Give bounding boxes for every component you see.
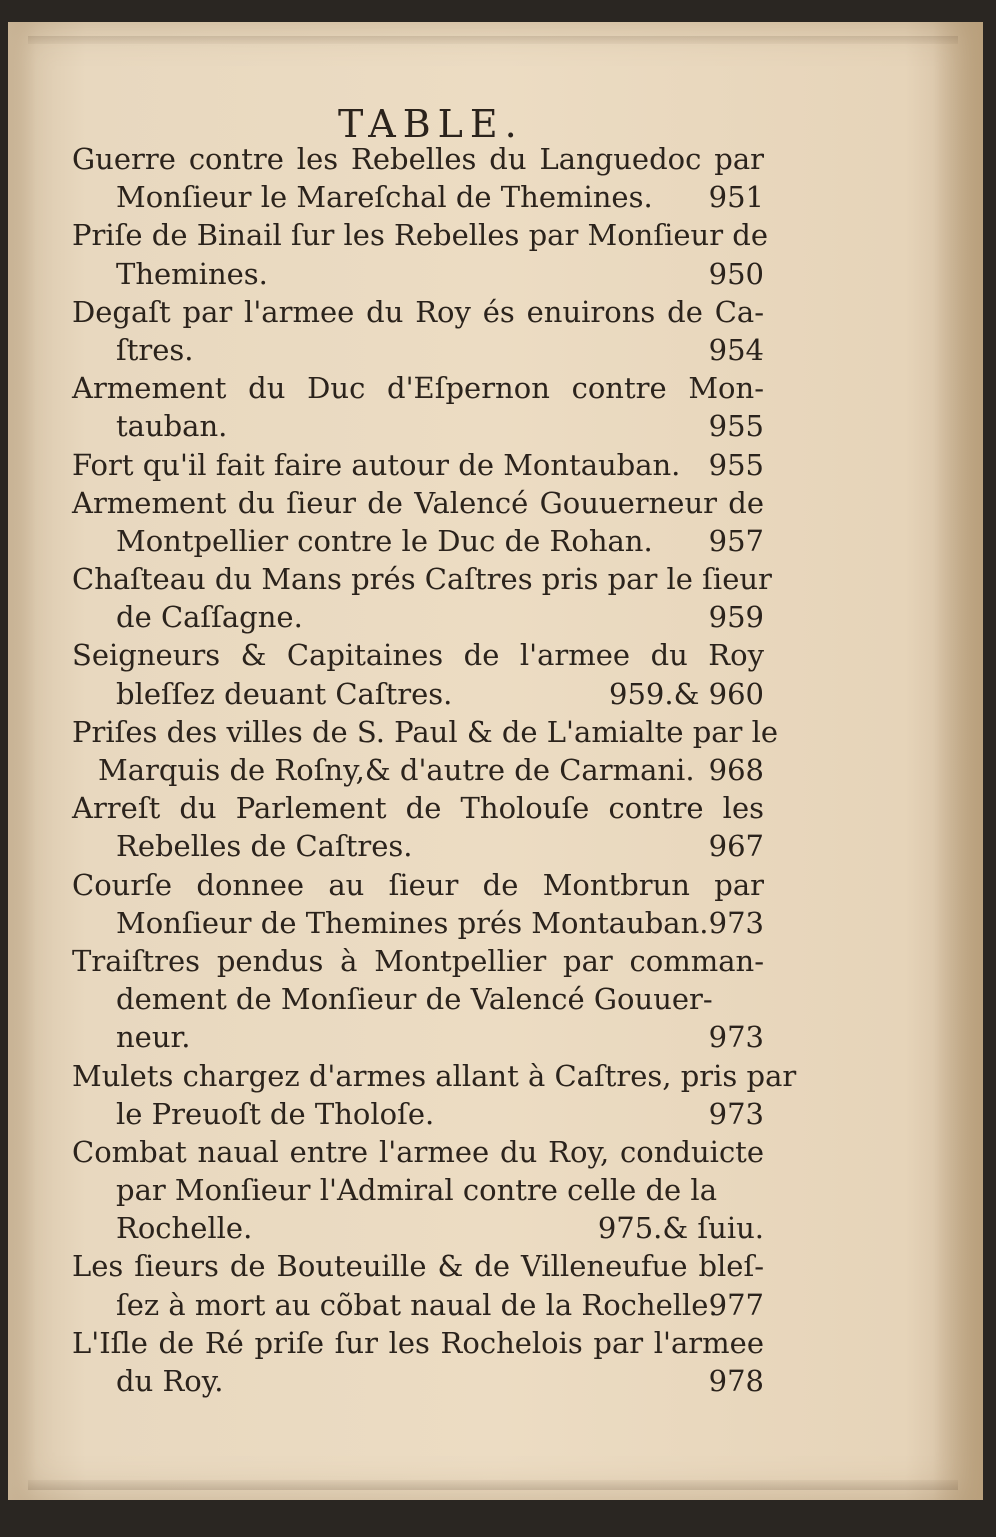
- entry-text: Armement du Duc d'Eſpernon contre Mon-: [72, 371, 764, 406]
- book-page: [8, 22, 983, 1500]
- table-entry: [72, 1057, 797, 1133]
- entry-text: ſtres.: [116, 332, 194, 367]
- entry-page-number: 955: [708, 409, 764, 444]
- entry-text: Armement du ſieur de Valencé Gouuerneur de: [72, 485, 764, 520]
- table-entry: [72, 942, 764, 1057]
- table-entry: [72, 560, 772, 636]
- entry-text: Marquis de Roſny,& d'autre de Carmani.: [98, 753, 695, 787]
- entry-text: Rebelles de Caſtres.: [116, 829, 413, 864]
- entry-page-number: 959.& 960: [609, 676, 764, 711]
- entry-text: par Monſieur l'Admiral contre celle de la: [116, 1173, 717, 1208]
- table-entry: [72, 866, 764, 942]
- top-rule: [28, 36, 958, 44]
- entry-page-number: 950: [708, 256, 764, 291]
- entry-text: Rochelle.: [116, 1211, 253, 1246]
- table-entry: [72, 216, 769, 292]
- entry-page-number: 968: [708, 753, 764, 787]
- entry-text: Themines.: [116, 256, 268, 291]
- table-entry: [72, 636, 764, 712]
- entry-text: bleſſez deuant Caſtres.: [116, 676, 453, 711]
- entry-text: ſez à mort au cõbat naual de la Rochelle.: [116, 1287, 718, 1322]
- entry-text: Chaſteau du Mans prés Caſtres pris par le ſieur: [72, 562, 772, 597]
- entry-text: tauban.: [116, 409, 228, 444]
- entry-text: Traiſtres pendus à Montpellier par comman-: [72, 943, 764, 978]
- entry-text: Montpellier contre le Duc de Rohan.: [116, 523, 653, 558]
- entry-page-number: 951: [708, 180, 764, 215]
- table-entry: [72, 293, 764, 369]
- table-entry: [72, 369, 764, 445]
- page-edge-right: [933, 22, 983, 1500]
- entry-text: Seigneurs & Capitaines de l'armee du Roy: [72, 638, 764, 673]
- page-edge-left: [8, 22, 36, 1500]
- entry-text: neur.: [116, 1020, 191, 1055]
- entry-text: Fort qu'il fait faire autour de Montauban.: [72, 447, 681, 482]
- entry-page-number: 977: [708, 1287, 764, 1322]
- entry-text: du Roy.: [116, 1364, 224, 1398]
- entry-text: le Preuoſt de Tholoſe.: [116, 1096, 435, 1131]
- table-entry: [72, 789, 764, 865]
- table-entry: [72, 484, 764, 560]
- entry-text: L'Iſle de Ré priſe ſur les Rochelois par l'armee: [72, 1325, 764, 1360]
- entry-text: Courſe donnee au ſieur de Montbrun par: [72, 867, 764, 902]
- table-entry: [72, 713, 779, 789]
- entry-text: Mulets chargez d'armes allant à Caſtres, pris par: [72, 1058, 797, 1093]
- entry-text: Combat naual entre l'armee du Roy, conduicte: [72, 1134, 764, 1169]
- entry-page-number: 959: [708, 600, 764, 635]
- entry-text: Priſes des villes de S. Paul & de L'amialte par le: [72, 714, 779, 749]
- entry-page-number: 973: [708, 1096, 764, 1131]
- entry-page-number: 973: [708, 905, 764, 940]
- entry-page-number: 955: [708, 447, 764, 482]
- table-entry: [72, 140, 764, 216]
- entry-page-number: 967: [708, 829, 764, 864]
- table-entry: [72, 446, 764, 484]
- entry-text: Priſe de Binail ſur les Rebelles par Monſieur de: [72, 218, 769, 253]
- page-heading: TABLE.: [338, 102, 524, 146]
- entry-page-number: 954: [708, 332, 764, 367]
- table-entry: [72, 1324, 764, 1400]
- entry-text: Degaſt par l'armee du Roy és enuirons de Ca-: [72, 294, 764, 329]
- entry-page-number: 975.& ſuiu.: [597, 1211, 764, 1246]
- entry-text: Monſieur le Mareſchal de Themines.: [116, 180, 653, 215]
- entry-text: Les ſieurs de Bouteuille & de Villeneufue bleſ-: [72, 1249, 764, 1284]
- entry-page-number: 978: [708, 1364, 764, 1398]
- entry-text: Monſieur de Themines prés Montauban.: [116, 905, 709, 940]
- entry-text: dement de Monſieur de Valencé Gouuer-: [116, 982, 713, 1017]
- entry-page-number: 957: [708, 523, 764, 558]
- bottom-rule: [28, 1480, 958, 1490]
- table-entries: [72, 140, 797, 1400]
- entry-page-number: 973: [708, 1020, 764, 1055]
- entry-text: Guerre contre les Rebelles du Languedoc par: [72, 142, 764, 176]
- table-entry: [72, 1133, 764, 1248]
- entry-text: de Caſſagne.: [116, 600, 303, 635]
- table-entry: [72, 1247, 764, 1323]
- entry-text: Arreſt du Parlement de Tholouſe contre les: [72, 791, 764, 826]
